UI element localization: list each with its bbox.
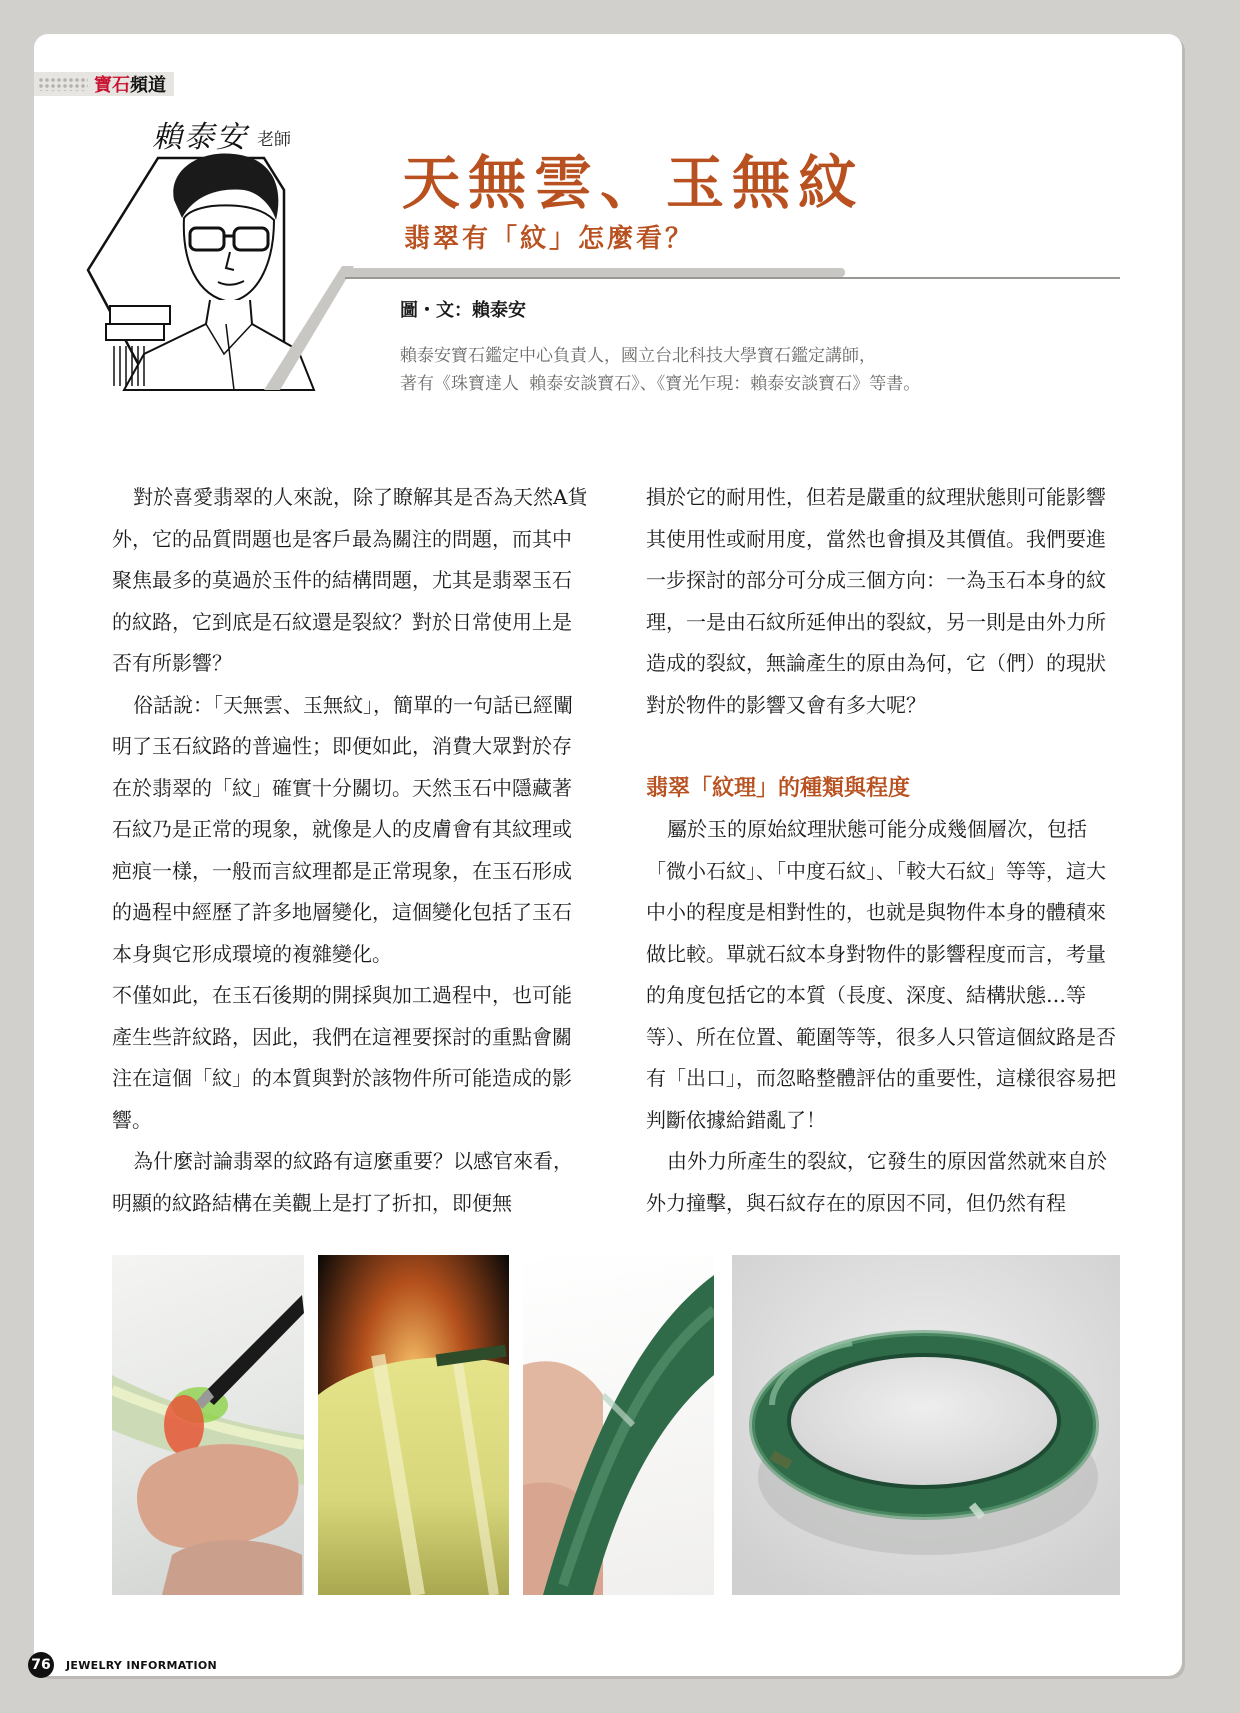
article-title: 天無雲、玉無紋 xyxy=(402,149,865,217)
author-bio-line: 賴泰安寶石鑑定中心負責人，國立台北科技大學寶石鑑定講師， xyxy=(400,346,876,366)
author-bio xyxy=(400,342,920,398)
author-title-suffix: 老師 xyxy=(257,130,291,150)
paragraph: 俗話說：「天無雲、玉無紋」，簡單的一句話已經闡明了玉石紋路的普遍性；即便如此，消費大眾對於存在於翡翠的「紋」確實十分關切。天然玉石中隱藏著石紋乃是正常的現象，就像是人的皮膚會有其紋理或疤痕一樣，一般而言紋理都是正常現象，在玉石形成的過程中經歷了許多地層變化，這個變化包括了玉石本身與它形成環境的複雜變化。 xyxy=(112,692,573,966)
paragraph: 由外力所產生的裂紋，它發生的原因當然就來自於外力撞擊，與石紋存在的原因不同，但仍然有程 xyxy=(646,1149,1107,1215)
author-bio-line: 著有《珠寶達人 賴泰安談寶石》、《寶光乍現：賴泰安談寶石》等書。 xyxy=(400,374,921,394)
header-rule-thick xyxy=(345,268,845,277)
left-column xyxy=(112,477,588,1224)
photo-backlit-jade xyxy=(318,1255,509,1595)
section-heading: 翡翠「紋理」的種類與程度 xyxy=(646,774,911,801)
paragraph: 屬於玉的原始紋理狀態可能分成幾個層次，包括「微小石紋」、「中度石紋」、「較大石紋」等等，這大中小的程度是相對性的，也就是與物件本身的體積來做比較。單就石紋本身對物件的影響程度而言，考量的角度包括它的本質（長度、深度、結構狀態…等等）、所在位置、範圍等等，很多人只管這個紋路是否有「出口」，而忽略整體評估的重要性，這樣很容易把判斷依據給錯亂了！ xyxy=(646,817,1116,1132)
dot-pattern xyxy=(38,77,88,91)
page-number: 76 xyxy=(28,1652,54,1678)
paragraph: 為什麼討論翡翠的紋路有這麼重要？以感官來看，明顯的紋路結構在美觀上是打了折扣，即便無 xyxy=(112,1149,573,1215)
channel-label-red: 寶石 xyxy=(94,75,130,96)
photo-green-jade-bangle xyxy=(732,1255,1120,1595)
right-column xyxy=(646,477,1122,1224)
photo-penlight-inspection xyxy=(112,1255,304,1595)
header-rule-thin xyxy=(345,277,1120,279)
magazine-name: JEWELRY INFORMATION xyxy=(66,1659,218,1672)
channel-tag xyxy=(34,72,174,96)
byline: 圖・文：賴泰安 xyxy=(400,300,526,321)
paragraph: 損於它的耐用性，但若是嚴重的紋理狀態則可能影響其使用性或耐用度，當然也會損及其價值。我們要進一步探討的部分可分成三個方向：一為玉石本身的紋理，一是由石紋所延伸出的裂紋，另一則是由外力所造成的裂紋，無論產生的原由為何，它（們）的現狀對於物件的影響又會有多大呢？ xyxy=(646,485,1106,717)
paragraph: 對於喜愛翡翠的人來說，除了瞭解其是否為天然A貨外，它的品質問題也是客戶最為關注的問題，而其中聚焦最多的莫過於玉件的結構問題，尤其是翡翠玉石的紋路，它到底是石紋還是裂紋？對於日常使用上是否有所影響？ xyxy=(112,485,588,675)
channel-label-black: 頻道 xyxy=(130,75,166,96)
photo-green-bangle-in-hand xyxy=(523,1255,714,1595)
article-subtitle: 翡翠有「紋」怎麼看？ xyxy=(404,224,695,254)
author-signature: 賴泰安 xyxy=(152,120,248,155)
paragraph: 不僅如此，在玉石後期的開採與加工過程中，也可能產生些許紋路，因此，我們在這裡要探討的重點會關注在這個「紋」的本質與對於該物件所可能造成的影響。 xyxy=(112,983,572,1132)
